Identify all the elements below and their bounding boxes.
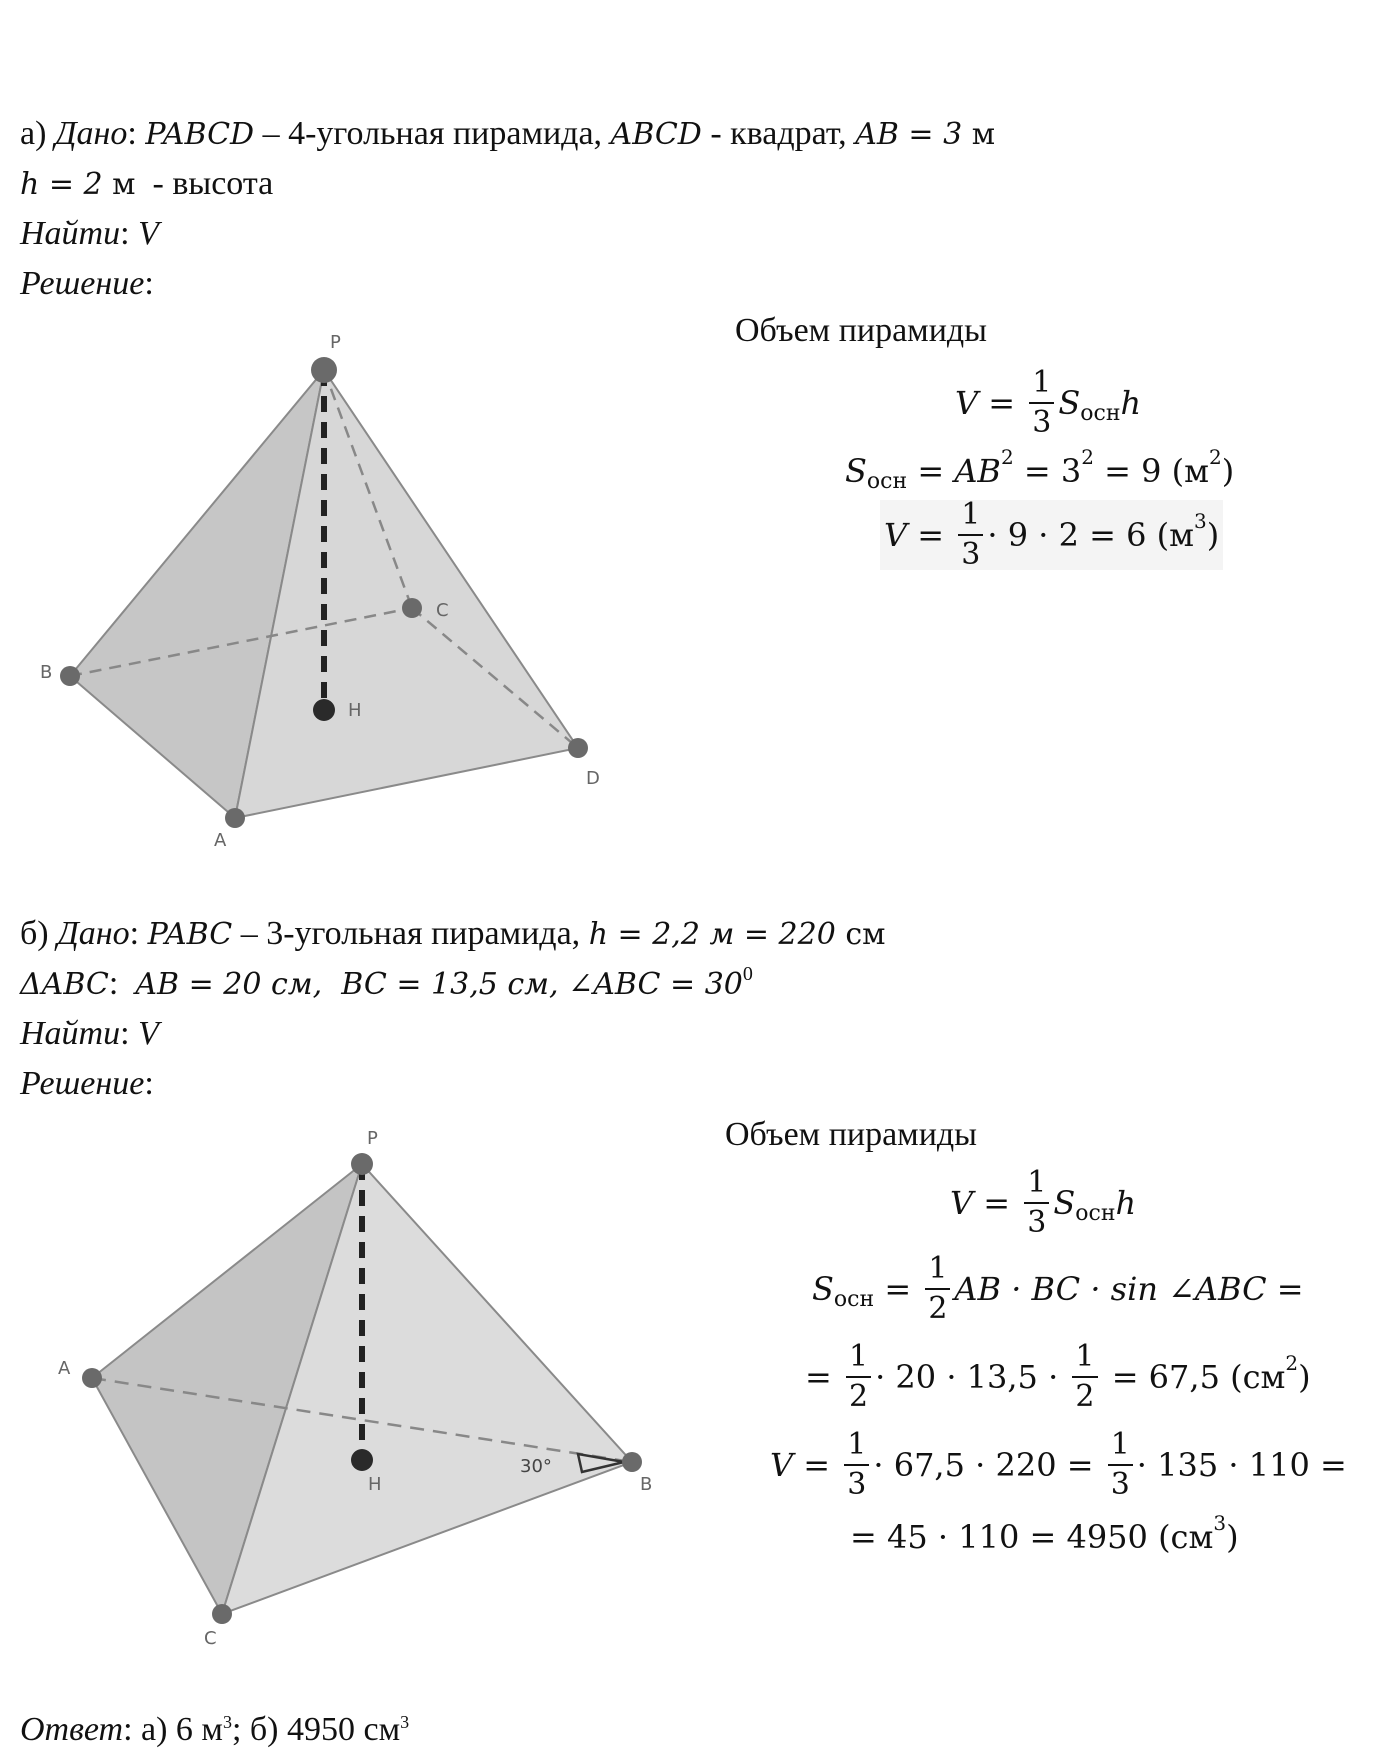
- part-b-solution: Решение:: [20, 1065, 154, 1102]
- part-a-formula-base-area: S осн = AB 2 = 3 2 = 9 (м 2 ): [845, 445, 1235, 494]
- label-p: P: [367, 1128, 378, 1149]
- vertex-p: [311, 357, 337, 383]
- vertex-a: [225, 808, 245, 828]
- part-b-formula-volume-calc: V = $\frac{1}{3}$ · 67,5 · 220 = $\frac{1}{3}$ · 135 · 110 =: [770, 1427, 1347, 1502]
- label-h: H: [368, 1474, 382, 1495]
- fraction: $\frac{1}{3}$: [958, 500, 983, 570]
- vertex-d: [568, 738, 588, 758]
- vertex-p: [351, 1153, 373, 1175]
- label-a: A: [214, 830, 227, 851]
- part-b-formula-final: = 45 · 110 = 4950 (см 3 ): [850, 1511, 1239, 1556]
- fraction: $\frac{1}{2}$: [925, 1254, 950, 1324]
- fraction: $\frac{1}{3}$: [1108, 1430, 1133, 1500]
- vertex-b: [622, 1452, 642, 1472]
- point-h: [313, 699, 335, 721]
- fraction: $\frac{1}{3}$: [1029, 368, 1054, 438]
- point-h: [351, 1449, 373, 1471]
- part-b-formula-base-calc: = $\frac{1}{2}$ · 20 · 13,5 · $\frac{1}{2}$ = 67,5 (см 2 ): [805, 1339, 1311, 1414]
- part-b-formula-header: Объем пирамиды: [725, 1116, 978, 1153]
- vertex-c: [212, 1604, 232, 1624]
- label-b: B: [640, 1474, 653, 1495]
- part-a-formula-result: V = $\frac{1}{3}$ · 9 · 2 = 6 (м 3 ): [880, 500, 1223, 570]
- part-a-given-line2: h = 2 м - высота: [20, 165, 274, 202]
- label-c: C: [436, 600, 449, 621]
- part-b-given-line2: ΔABC: AB = 20 см, BC = 13,5 см, ∠ABC = $30^0$: [20, 963, 753, 1002]
- label-p: P: [330, 332, 341, 353]
- label-a: A: [58, 1358, 71, 1379]
- fraction: $\frac{1}{2}$: [846, 1342, 871, 1412]
- vertex-a: [82, 1368, 102, 1388]
- label-c: C: [204, 1628, 217, 1649]
- part-b-find: Найти: V: [20, 1015, 159, 1052]
- fraction: $\frac{1}{3}$: [1024, 1168, 1049, 1238]
- part-b-formula-base-area: S осн = $\frac{1}{2}$ AB · BC · sin ∠ABC =: [812, 1251, 1304, 1326]
- answer-line: Ответ: а) 6 $м^3$; б) 4950 $см^3$: [20, 1711, 410, 1748]
- part-b-formula-volume: V = $\frac{1}{3}$ S осн h: [950, 1165, 1137, 1240]
- label-h: H: [348, 700, 362, 721]
- vertex-c: [402, 598, 422, 618]
- part-a-solution: Решение:: [20, 265, 154, 302]
- label-b: B: [40, 662, 53, 683]
- part-a-formula-header: Объем пирамиды: [735, 312, 988, 349]
- pyramid-figure-a: [0, 330, 660, 870]
- part-b-given-line1: б) Дано: PABC – 3-угольная пирамида, h = 2,2 м = 220 см: [20, 915, 886, 952]
- label-angle: 30°: [520, 1456, 552, 1477]
- part-a-find: Найти: V: [20, 215, 159, 252]
- fraction: $\frac{1}{3}$: [844, 1430, 869, 1500]
- fraction: $\frac{1}{2}$: [1072, 1342, 1097, 1412]
- vertex-b: [60, 666, 80, 686]
- pyramid-figure-b: [0, 1120, 680, 1680]
- part-a-given-line1: а) Дано: PABCD – 4-угольная пирамида, ABCD - квадрат, AB = 3 м: [20, 115, 996, 152]
- part-a-formula-volume: V = $\frac{1}{3}$ S осн h: [955, 365, 1142, 440]
- label-d: D: [586, 768, 600, 789]
